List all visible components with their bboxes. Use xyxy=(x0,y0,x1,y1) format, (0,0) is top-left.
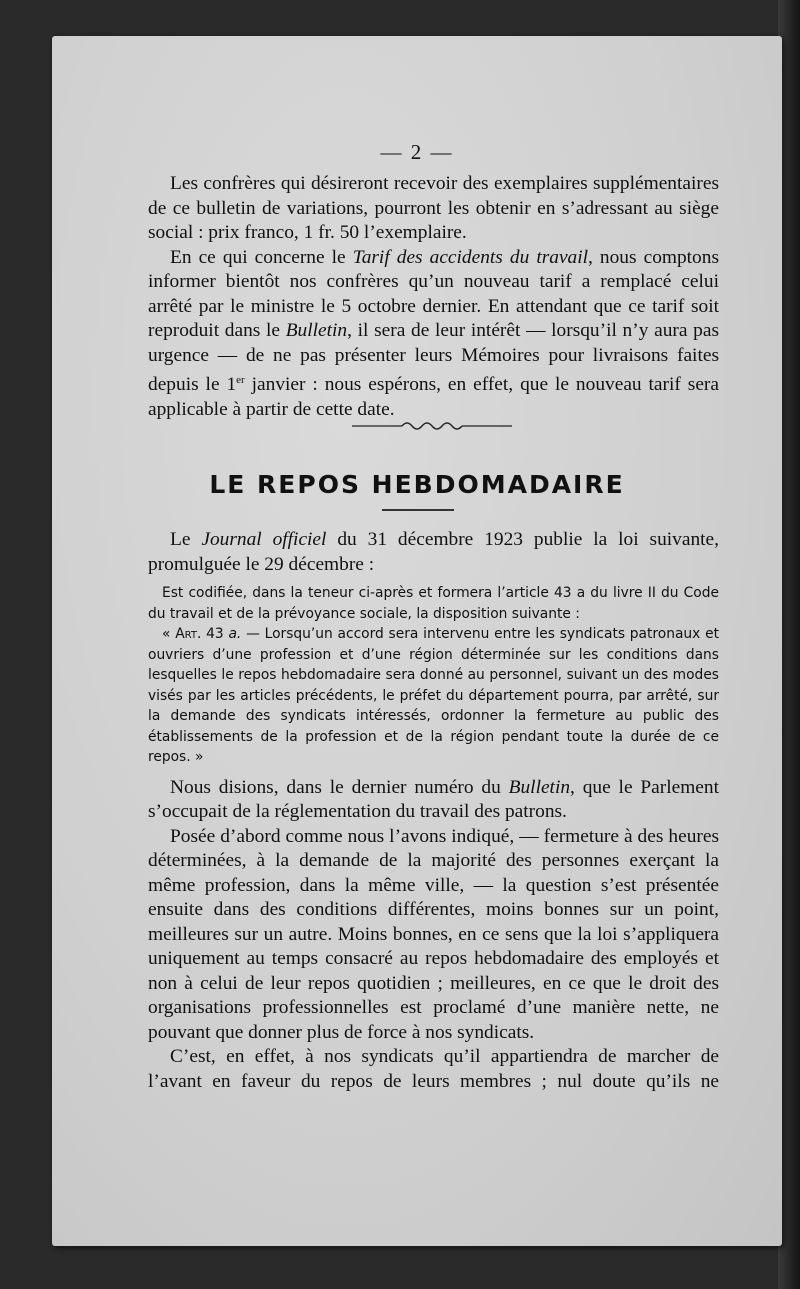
body-paragraph-1: Nous disions, dans le dernier numéro du Bulletin, que le Parlement s’occupait de la réglementation du travail des patrons. xyxy=(148,776,719,822)
main-section xyxy=(148,528,719,1094)
intro-paragraph-2: En ce qui concerne le Tarif des accidents du travail, nous comptons informer bientôt nos confrères qu’un nouveau tarif a remplacé celui arrêté par le ministre le 5 octobre dernier. En attendant que ce tarif soit reproduit dans le Bulletin, il sera de leur intérêt — lorsqu’il n’y aura pas urgence — de ne pas présenter leurs Mémoires pour livraisons faites depuis le 1er janvier : nous espérons, en effet, que le nouveau tarif sera applicable à partir de cette date. xyxy=(148,246,719,420)
page-number: — 2 — xyxy=(380,140,454,164)
law-codification-text: Est codifiée, dans la teneur ci-après et formera l’article 43 a du livre II du Code du travail et de la prévoyance sociale, la disposition suivante : xyxy=(148,585,719,622)
document-page xyxy=(52,36,782,1246)
intro-paragraph-1: Les confrères qui désireront recevoir des exemplaires supplémentaires de ce bulletin de variations, pourront les obtenir en s’adressant au siège social : prix franco, 1 fr. 50 l’exemplaire. xyxy=(148,173,719,243)
law-intro-paragraph: Le Journal officiel du 31 décembre 1923 publie la loi suivante, promulguée le 29 décembre : xyxy=(148,529,719,575)
law-article-text: « Art. 43 a. — Lorsqu’un accord sera intervenu entre les syndicats patronaux et ouvriers d’une profession et d’une région déterminée sur les conditions dans lesquelles le repos hebdomadaire sera donné au personnel, suivant un des modes visés par les articles précédents, le préfet du département pourra, par arrêté, sur la demande des syndicats intéressés, ordonner la fermeture au public des établissements de la profession et de la région pendant toute la durée de ce repos. » xyxy=(148,626,720,765)
intro-section xyxy=(148,172,719,422)
section-heading: LE REPOS HEBDOMADAIRE xyxy=(209,470,625,499)
heading-underline xyxy=(382,509,454,511)
ornamental-divider xyxy=(52,416,782,436)
body-paragraph-3: C’est, en effet, à nos syndicats qu’il appartiendra de marcher de l’avant en faveur du repos de leurs membres ; nul doute qu’ils ne xyxy=(148,1046,719,1092)
body-paragraph-2: Posée d’abord comme nous l’avons indiqué, — fermeture à des heures déterminées, à la demande de la majorité des personnes exerçant la même profession, dans la même ville, — la question s’est présentée ensuite dans des conditions différentes, moins bonnes sur un point, meilleures sur un autre. Moins bonnes, en ce sens que la loi s’appliquera uniquement au temps consacré au repos hebdomadaire des employés et non à celui de leur repos quotidien ; meilleures, en ce que le droit des organisations professionnelles est proclamé d’une manière nette, ne pouvant que donner plus de force à nos syndicats. xyxy=(148,825,719,1043)
